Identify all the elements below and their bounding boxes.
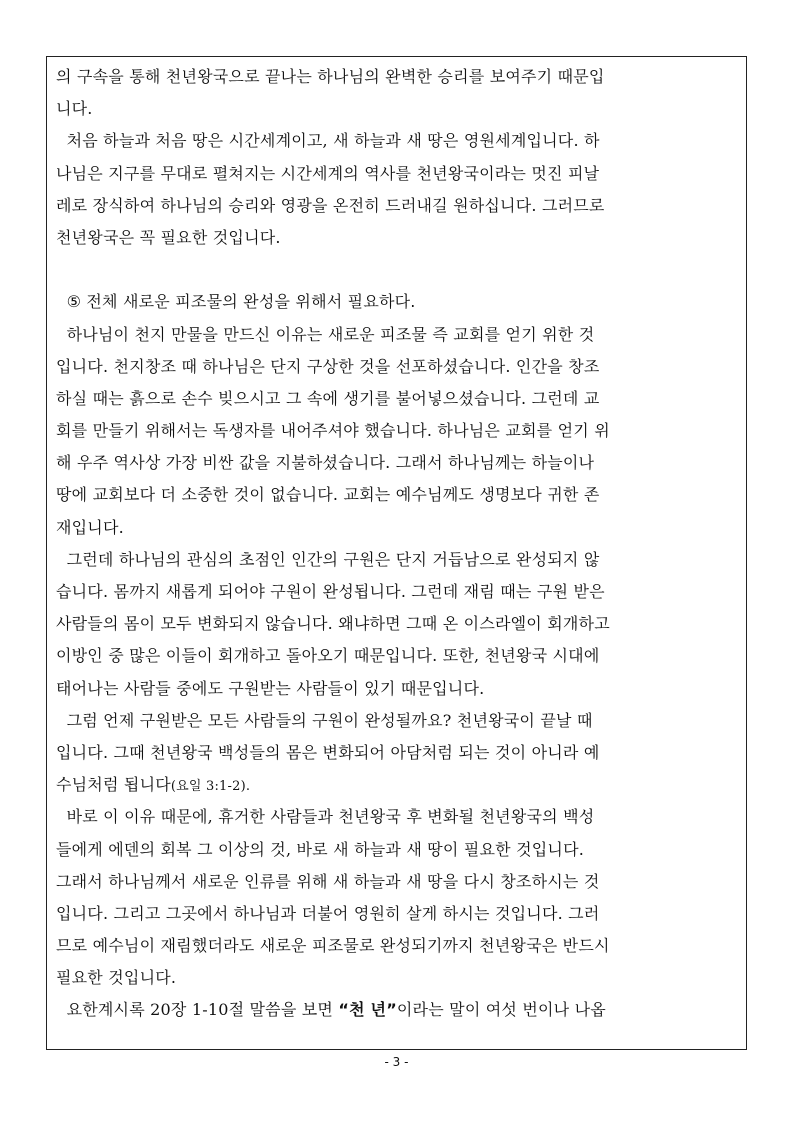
text-line: 이방인 중 많은 이들이 회개하고 돌아오기 때문입니다. 또한, 천년왕국 시대에 [56, 646, 600, 666]
text-line [56, 994, 746, 1026]
text-line: 천년왕국은 꼭 필요한 것입니다. [56, 227, 281, 247]
text-line: 들에게 에덴의 회복 그 이상의 것, 바로 새 하늘과 새 땅이 필요한 것입니다. [56, 839, 585, 859]
text-line: 입니다. 그때 천년왕국 백성들의 몸은 변화되어 아담처럼 되는 것이 아니라 예 [56, 742, 600, 762]
text-line [56, 769, 746, 801]
text-line: 니다. [56, 99, 93, 119]
citation: (요일 3:1-2). [170, 779, 251, 795]
text-line: 입니다. 그리고 그곳에서 하나님과 더불어 영원히 살게 하시는 것입니다. 그러 [56, 903, 600, 923]
text-line: 하나님이 천지 만물을 만드신 이유는 새로운 피조물 즉 교회를 얻기 위한 것 [56, 324, 595, 344]
text-line: 태어나는 사람들 중에도 구원받는 사람들이 있기 때문입니다. [56, 678, 485, 698]
document-body [56, 61, 746, 1027]
text-line: 습니다. 몸까지 새롭게 되어야 구원이 완성됩니다. 그런데 재림 때는 구원 받은 [56, 582, 605, 601]
text-line: 므로 예수님이 재림했더라도 새로운 피조물로 완성되기까지 천년왕국은 반드시 [56, 936, 610, 956]
text-line: 나님은 지구를 무대로 펼쳐지는 시간세계의 역사를 천년왕국이라는 멋진 피날 [56, 163, 600, 183]
text-span: 수님처럼 됩니다 [56, 775, 171, 795]
text-line: 필요한 것입니다. [56, 968, 177, 988]
text-line: 재입니다. [56, 517, 124, 537]
text-line: 바로 이 이유 때문에, 휴거한 사람들과 천년왕국 후 변화될 천년왕국의 백성 [56, 807, 595, 827]
text-line: 의 구속을 통해 천년왕국으로 끝나는 하나님의 완벽한 승리를 보여주기 때문입 [56, 67, 605, 86]
text-span: 이라는 말이 여섯 번이나 나옵 [396, 1000, 606, 1020]
text-line: 땅에 교회보다 더 소중한 것이 없습니다. 교회는 예수님께도 생명보다 귀한 존 [56, 485, 600, 505]
section-heading: ⑤ 전체 새로운 피조물의 완성을 위해서 필요하다. [56, 292, 416, 312]
text-line: 처음 하늘과 처음 땅은 시간세계이고, 새 하늘과 새 땅은 영원세계입니다. 하 [56, 131, 600, 151]
text-span: 요한계시록 20장 1-10절 말씀을 보면 [56, 1000, 339, 1020]
text-line: 그럼 언제 구원받은 모든 사람들의 구원이 완성될까요? 천년왕국이 끝날 때 [56, 710, 593, 730]
emphasis-text: “천 년” [338, 1000, 397, 1020]
text-line: 입니다. 천지창조 때 하나님은 단지 구상한 것을 선포하셨습니다. 인간을 창조 [56, 356, 600, 376]
text-line: 회를 만들기 위해서는 독생자를 내어주셔야 했습니다. 하나님은 교회를 얻기 위 [56, 421, 610, 441]
text-line: 그런데 하나님의 관심의 초점인 인간의 구원은 단지 거듭남으로 완성되지 않 [56, 549, 600, 569]
text-line: 사람들의 몸이 모두 변화되지 않습니다. 왜냐하면 그때 온 이스라엘이 회개하고 [56, 614, 610, 634]
text-line: 해 우주 역사상 가장 비싼 값을 지불하셨습니다. 그래서 하나님께는 하늘이나 [56, 453, 595, 473]
text-line: 레로 장식하여 하나님의 승리와 영광을 온전히 드러내길 원하십니다. 그러므로 [56, 195, 605, 215]
page-number: - 3 - [384, 1055, 409, 1069]
text-line: 그래서 하나님께서 새로운 인류를 위해 새 하늘과 새 땅을 다시 창조하시는 것 [56, 871, 600, 891]
blank-line [56, 254, 746, 286]
text-line: 하실 때는 흙으로 손수 빚으시고 그 속에 생기를 불어넣으셨습니다. 그런데 교 [56, 388, 600, 408]
